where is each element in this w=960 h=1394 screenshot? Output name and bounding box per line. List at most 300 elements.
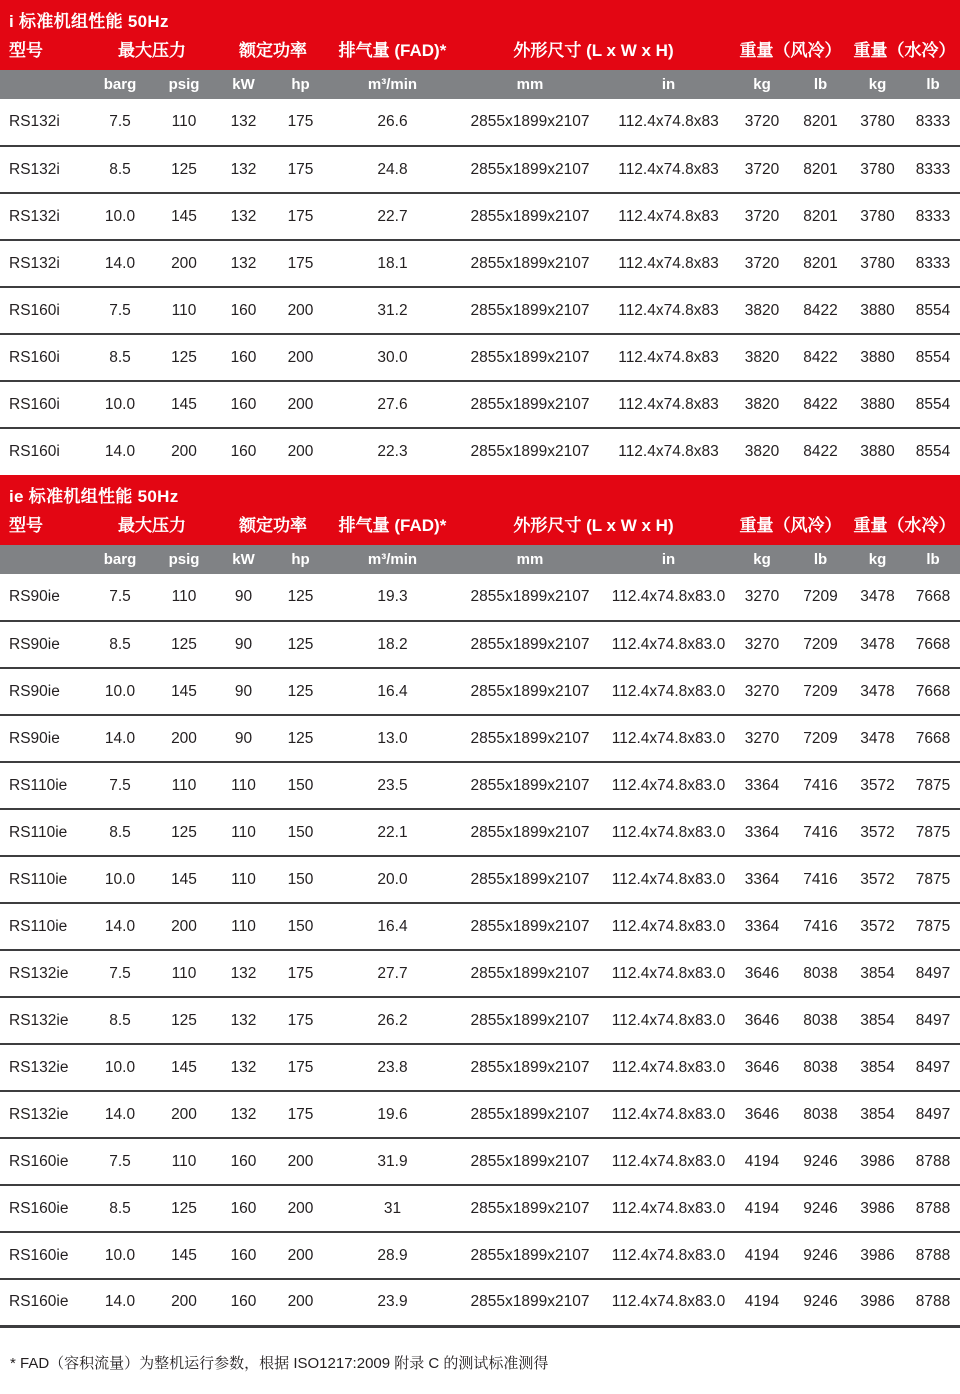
value-cell: 7209 (792, 715, 849, 762)
col-header-max-pressure: 最大压力 (88, 508, 216, 545)
value-cell: 8.5 (88, 146, 152, 193)
table-row (0, 99, 960, 146)
value-cell: 14.0 (88, 903, 152, 950)
table-row (0, 1091, 960, 1138)
value-cell: 150 (271, 809, 330, 856)
table-row (0, 668, 960, 715)
value-cell: 3986 (849, 1279, 906, 1326)
value-cell: 3780 (849, 193, 906, 240)
unit-header-in: in (605, 70, 732, 99)
unit-header-m3min: m³/min (330, 70, 455, 99)
value-cell: 175 (271, 1044, 330, 1091)
value-cell: 19.6 (330, 1091, 455, 1138)
unit-header-kw: kW (216, 70, 271, 99)
model-cell: RS160i (0, 334, 88, 381)
value-cell: 3646 (732, 950, 792, 997)
value-cell: 112.4x74.8x83.0 (605, 1138, 732, 1185)
unit-header-psig: psig (152, 70, 216, 99)
table-row (0, 1185, 960, 1232)
col-header-model: 型号 (0, 508, 88, 545)
value-cell: 3820 (732, 334, 792, 381)
value-cell: 145 (152, 381, 216, 428)
value-cell: 8.5 (88, 334, 152, 381)
value-cell: 112.4x74.8x83 (605, 287, 732, 334)
value-cell: 150 (271, 856, 330, 903)
value-cell: 8.5 (88, 809, 152, 856)
value-cell: 125 (152, 334, 216, 381)
value-cell: 8.5 (88, 1185, 152, 1232)
value-cell: 2855x1899x2107 (455, 903, 605, 950)
value-cell: 110 (216, 903, 271, 950)
value-cell: 8497 (906, 997, 960, 1044)
value-cell: 7209 (792, 668, 849, 715)
value-cell: 8201 (792, 193, 849, 240)
value-cell: 8422 (792, 381, 849, 428)
value-cell: 3646 (732, 1091, 792, 1138)
value-cell: 19.3 (377, 588, 408, 605)
value-cell: 16.4 (330, 668, 455, 715)
value-cell: 112.4x74.8x83 (605, 428, 732, 475)
value-cell: 175 (271, 1091, 330, 1138)
value-cell: 112.4x74.8x83.0 (605, 1185, 732, 1232)
value-cell: 22.3 (330, 428, 455, 475)
table-title: i 标准机组性能 50Hz (0, 0, 960, 33)
value-cell: 175 (271, 193, 330, 240)
model-cell: RS110ie (0, 903, 88, 950)
value-cell: 24.8 (330, 146, 455, 193)
value-cell: 2855x1899x2107 (455, 715, 605, 762)
value-cell: 2855x1899x2107 (455, 146, 605, 193)
value-cell: 9246 (792, 1279, 849, 1326)
value-cell: 145 (152, 668, 216, 715)
value-cell: 13.0 (330, 715, 455, 762)
value-cell: 2855x1899x2107 (470, 588, 590, 605)
value-cell: 125 (271, 668, 330, 715)
value-cell: 2855x1899x2107 (455, 809, 605, 856)
model-cell: RS132ie (0, 950, 88, 997)
model-cell: RS110ie (0, 856, 88, 903)
value-cell: 8038 (792, 997, 849, 1044)
value-cell: 3364 (732, 856, 792, 903)
model-cell: RS160ie (0, 1185, 88, 1232)
value-cell: 8333 (906, 193, 960, 240)
value-cell: 7209 (792, 621, 849, 668)
value-cell: 200 (152, 428, 216, 475)
value-cell: 112.4x74.8x83.0 (605, 1044, 732, 1091)
value-cell: 8038 (792, 950, 849, 997)
value-cell: 3780 (860, 113, 895, 130)
table-row (0, 574, 960, 621)
unit-header-lb-air: lb (792, 545, 849, 574)
value-cell: 112.4x74.8x83.0 (611, 588, 726, 605)
value-cell: 7209 (803, 588, 838, 605)
value-cell: 7875 (906, 762, 960, 809)
unit-header-mm: mm (455, 70, 605, 99)
value-cell: 7.5 (109, 113, 131, 130)
col-header-weight-aircooled: 重量（风冷） (732, 508, 849, 545)
value-cell: 8201 (792, 146, 849, 193)
value-cell: 2855x1899x2107 (455, 1185, 605, 1232)
value-cell: 26.6 (377, 113, 408, 130)
value-cell: 22.1 (330, 809, 455, 856)
value-cell: 2855x1899x2107 (455, 856, 605, 903)
model-cell: RS132i (0, 193, 88, 240)
value-cell: 8201 (803, 113, 838, 130)
value-cell: 7668 (915, 588, 951, 605)
model-cell: RS132i (9, 113, 60, 130)
value-cell: 112.4x74.8x83.0 (605, 856, 732, 903)
value-cell: 145 (152, 1232, 216, 1279)
value-cell: 23.9 (330, 1279, 455, 1326)
group-header-row (0, 508, 960, 545)
value-cell: 3478 (849, 621, 906, 668)
value-cell: 8422 (792, 428, 849, 475)
value-cell: 175 (271, 997, 330, 1044)
value-cell: 10.0 (88, 1232, 152, 1279)
value-cell: 112.4x74.8x83.0 (605, 1279, 732, 1326)
fad-footnote: * FAD（容积流量）为整机运行参数，根据 ISO1217:2009 附录 C 的测试标准测得 (10, 1354, 549, 1372)
value-cell: 3364 (732, 903, 792, 950)
value-cell: 7.5 (88, 950, 152, 997)
col-header-max-pressure: 最大压力 (88, 33, 216, 70)
col-header-rated-power: 额定功率 (216, 508, 330, 545)
unit-header-kw: kW (216, 545, 271, 574)
unit-header-in: in (605, 545, 732, 574)
value-cell: 16.4 (330, 903, 455, 950)
model-cell: RS160ie (0, 1138, 88, 1185)
value-cell: 8554 (906, 287, 960, 334)
value-cell: 175 (271, 950, 330, 997)
value-cell: 8201 (792, 240, 849, 287)
value-cell: 160 (216, 428, 271, 475)
value-cell: 2855x1899x2107 (455, 287, 605, 334)
value-cell: 112.4x74.8x83 (605, 193, 732, 240)
value-cell: 160 (216, 334, 271, 381)
value-cell: 110 (152, 950, 216, 997)
value-cell: 90 (216, 668, 271, 715)
value-cell: 132 (216, 997, 271, 1044)
value-cell: 4194 (732, 1279, 792, 1326)
model-cell: RS132i (0, 240, 88, 287)
value-cell: 3986 (849, 1185, 906, 1232)
value-cell: 10.0 (88, 381, 152, 428)
value-cell: 3880 (849, 334, 906, 381)
table-row (0, 146, 960, 193)
value-cell: 9246 (792, 1232, 849, 1279)
unit-header-lb-water: lb (906, 70, 960, 99)
value-cell: 7875 (906, 856, 960, 903)
value-cell: 3854 (849, 1044, 906, 1091)
value-cell: 90 (216, 715, 271, 762)
value-cell: 18.1 (330, 240, 455, 287)
value-cell: 2855x1899x2107 (455, 334, 605, 381)
unit-header-empty (0, 545, 88, 574)
value-cell: 9246 (792, 1185, 849, 1232)
value-cell: 3880 (849, 428, 906, 475)
value-cell: 125 (287, 588, 314, 605)
value-cell: 7668 (906, 715, 960, 762)
model-cell: RS160i (0, 287, 88, 334)
value-cell: 200 (271, 1138, 330, 1185)
value-cell: 3820 (732, 287, 792, 334)
unit-header-barg: barg (88, 545, 152, 574)
model-cell: RS90ie (0, 715, 88, 762)
model-cell: RS110ie (0, 762, 88, 809)
value-cell: 8497 (906, 1044, 960, 1091)
value-cell: 3820 (732, 381, 792, 428)
table-row (0, 1044, 960, 1091)
value-cell: 3880 (849, 381, 906, 428)
value-cell: 112.4x74.8x83.0 (605, 997, 732, 1044)
table-row (0, 381, 960, 428)
table-row (0, 856, 960, 903)
value-cell: 8333 (906, 146, 960, 193)
value-cell: 110 (216, 809, 271, 856)
value-cell: 132 (216, 1044, 271, 1091)
table-row (0, 621, 960, 668)
value-cell: 3720 (744, 113, 780, 130)
value-cell: 145 (152, 193, 216, 240)
table-title: ie 标准机组性能 50Hz (0, 475, 960, 508)
table-row (0, 903, 960, 950)
value-cell: 8038 (792, 1091, 849, 1138)
value-cell: 125 (152, 621, 216, 668)
value-cell: 160 (216, 1138, 271, 1185)
value-cell: 125 (152, 146, 216, 193)
value-cell: 3572 (849, 903, 906, 950)
value-cell: 22.7 (330, 193, 455, 240)
value-cell: 112.4x74.8x83.0 (605, 809, 732, 856)
table-row (0, 334, 960, 381)
value-cell: 23.8 (330, 1044, 455, 1091)
value-cell: 4194 (732, 1185, 792, 1232)
unit-header-row (0, 545, 960, 574)
value-cell: 132 (216, 240, 271, 287)
value-cell: 3646 (732, 1044, 792, 1091)
table-row (0, 428, 960, 475)
col-header-rated-power: 额定功率 (216, 33, 330, 70)
model-cell: RS160i (0, 381, 88, 428)
value-cell: 112.4x74.8x83 (618, 113, 719, 130)
value-cell: 3572 (849, 809, 906, 856)
value-cell: 132 (216, 146, 271, 193)
value-cell: 3478 (849, 715, 906, 762)
value-cell: 3820 (732, 428, 792, 475)
value-cell: 7875 (906, 809, 960, 856)
value-cell: 3364 (732, 809, 792, 856)
model-cell: RS132i (0, 146, 88, 193)
unit-header-kg-air: kg (732, 70, 792, 99)
value-cell: 112.4x74.8x83 (605, 381, 732, 428)
value-cell: 7416 (792, 856, 849, 903)
value-cell: 2855x1899x2107 (470, 113, 590, 130)
value-cell: 3880 (849, 287, 906, 334)
value-cell: 112.4x74.8x83.0 (605, 1232, 732, 1279)
col-header-weight-watercooled: 重量（水冷） (849, 33, 960, 70)
value-cell: 31.2 (330, 287, 455, 334)
value-cell: 200 (271, 1232, 330, 1279)
col-header-fad: 排气量 (FAD)* (330, 33, 455, 70)
value-cell: 7.5 (109, 588, 131, 605)
value-cell: 8.5 (88, 621, 152, 668)
unit-header-psig: psig (152, 545, 216, 574)
value-cell: 110 (152, 287, 216, 334)
model-cell: RS132ie (0, 1044, 88, 1091)
value-cell: 3478 (860, 588, 895, 605)
value-cell: 7875 (906, 903, 960, 950)
value-cell: 200 (271, 1279, 330, 1326)
value-cell: 2855x1899x2107 (455, 1232, 605, 1279)
value-cell: 30.0 (330, 334, 455, 381)
value-cell: 132 (216, 193, 271, 240)
value-cell: 8.5 (88, 997, 152, 1044)
value-cell: 2855x1899x2107 (455, 381, 605, 428)
value-cell: 3364 (732, 762, 792, 809)
value-cell: 110 (171, 113, 197, 130)
col-header-dimensions: 外形尺寸 (L x W x H) (455, 508, 732, 545)
value-cell: 27.6 (330, 381, 455, 428)
value-cell: 175 (271, 240, 330, 287)
value-cell: 31 (330, 1185, 455, 1232)
value-cell: 160 (216, 1185, 271, 1232)
value-cell: 112.4x74.8x83.0 (605, 715, 732, 762)
table-row (0, 997, 960, 1044)
value-cell: 3720 (732, 240, 792, 287)
value-cell: 3854 (849, 1091, 906, 1138)
value-cell: 200 (152, 1091, 216, 1138)
value-cell: 200 (152, 240, 216, 287)
value-cell: 2855x1899x2107 (455, 1091, 605, 1138)
value-cell: 125 (152, 997, 216, 1044)
value-cell: 7.5 (88, 1138, 152, 1185)
unit-header-hp: hp (271, 545, 330, 574)
value-cell: 150 (271, 762, 330, 809)
value-cell: 175 (271, 146, 330, 193)
value-cell: 2855x1899x2107 (455, 997, 605, 1044)
value-cell: 7416 (792, 762, 849, 809)
unit-header-m3min: m³/min (330, 545, 455, 574)
value-cell: 132 (216, 950, 271, 997)
model-cell: RS160ie (0, 1232, 88, 1279)
value-cell: 10.0 (88, 193, 152, 240)
value-cell: 3646 (732, 997, 792, 1044)
model-cell: RS160i (0, 428, 88, 475)
value-cell: 90 (234, 588, 253, 605)
value-cell: 8422 (792, 334, 849, 381)
value-cell: 7416 (792, 903, 849, 950)
unit-header-row (0, 70, 960, 99)
value-cell: 20.0 (330, 856, 455, 903)
value-cell: 3720 (732, 193, 792, 240)
value-cell: 8497 (906, 950, 960, 997)
value-cell: 175 (287, 113, 314, 130)
value-cell: 8038 (792, 1044, 849, 1091)
value-cell: 2855x1899x2107 (455, 762, 605, 809)
value-cell: 200 (271, 381, 330, 428)
value-cell: 8788 (906, 1279, 960, 1326)
value-cell: 125 (152, 1185, 216, 1232)
value-cell: 3270 (732, 668, 792, 715)
value-cell: 14.0 (88, 1279, 152, 1326)
value-cell: 14.0 (88, 715, 152, 762)
value-cell: 3270 (744, 588, 780, 605)
value-cell: 8788 (906, 1138, 960, 1185)
value-cell: 7.5 (88, 287, 152, 334)
col-header-weight-aircooled: 重量（风冷） (732, 33, 849, 70)
table-row (0, 762, 960, 809)
value-cell: 2855x1899x2107 (455, 950, 605, 997)
group-header-row (0, 33, 960, 70)
value-cell: 3270 (732, 621, 792, 668)
value-cell: 3780 (849, 240, 906, 287)
model-cell: RS90ie (0, 668, 88, 715)
value-cell: 2855x1899x2107 (455, 193, 605, 240)
value-cell: 200 (152, 1279, 216, 1326)
value-cell: 3986 (849, 1232, 906, 1279)
value-cell: 200 (271, 287, 330, 334)
table-body-ie-series (0, 574, 960, 1326)
value-cell: 3572 (849, 762, 906, 809)
model-cell: RS132ie (0, 1091, 88, 1138)
table-title-band (0, 0, 960, 33)
value-cell: 132 (216, 1091, 271, 1138)
value-cell: 112.4x74.8x83.0 (605, 950, 732, 997)
value-cell: 8422 (792, 287, 849, 334)
value-cell: 23.5 (330, 762, 455, 809)
unit-header-hp: hp (271, 70, 330, 99)
value-cell: 8497 (906, 1091, 960, 1138)
value-cell: 8554 (906, 428, 960, 475)
unit-header-barg: barg (88, 70, 152, 99)
value-cell: 3572 (849, 856, 906, 903)
value-cell: 2855x1899x2107 (455, 1279, 605, 1326)
table-row (0, 287, 960, 334)
col-header-model: 型号 (0, 33, 88, 70)
table-row (0, 1138, 960, 1185)
value-cell: 112.4x74.8x83.0 (605, 621, 732, 668)
col-header-fad: 排气量 (FAD)* (330, 508, 455, 545)
unit-header-mm: mm (455, 545, 605, 574)
value-cell: 2855x1899x2107 (455, 240, 605, 287)
value-cell: 31.9 (330, 1138, 455, 1185)
value-cell: 2855x1899x2107 (455, 1044, 605, 1091)
table-title-band (0, 475, 960, 508)
value-cell: 9246 (792, 1138, 849, 1185)
table-row (0, 1279, 960, 1326)
value-cell: 3986 (849, 1138, 906, 1185)
value-cell: 28.9 (330, 1232, 455, 1279)
value-cell: 8554 (906, 334, 960, 381)
value-cell: 145 (152, 856, 216, 903)
model-cell: RS110ie (0, 809, 88, 856)
value-cell: 110 (152, 762, 216, 809)
table-row (0, 1232, 960, 1279)
value-cell: 7668 (906, 621, 960, 668)
value-cell: 10.0 (88, 856, 152, 903)
model-cell: RS90ie (0, 621, 88, 668)
value-cell: 125 (271, 621, 330, 668)
unit-header-lb-air: lb (792, 70, 849, 99)
table-row (0, 240, 960, 287)
value-cell: 14.0 (88, 1091, 152, 1138)
value-cell: 2855x1899x2107 (455, 428, 605, 475)
value-cell: 150 (271, 903, 330, 950)
value-cell: 2855x1899x2107 (455, 1138, 605, 1185)
value-cell: 200 (271, 1185, 330, 1232)
value-cell: 200 (152, 715, 216, 762)
value-cell: 112.4x74.8x83 (605, 146, 732, 193)
value-cell: 112.4x74.8x83 (605, 240, 732, 287)
